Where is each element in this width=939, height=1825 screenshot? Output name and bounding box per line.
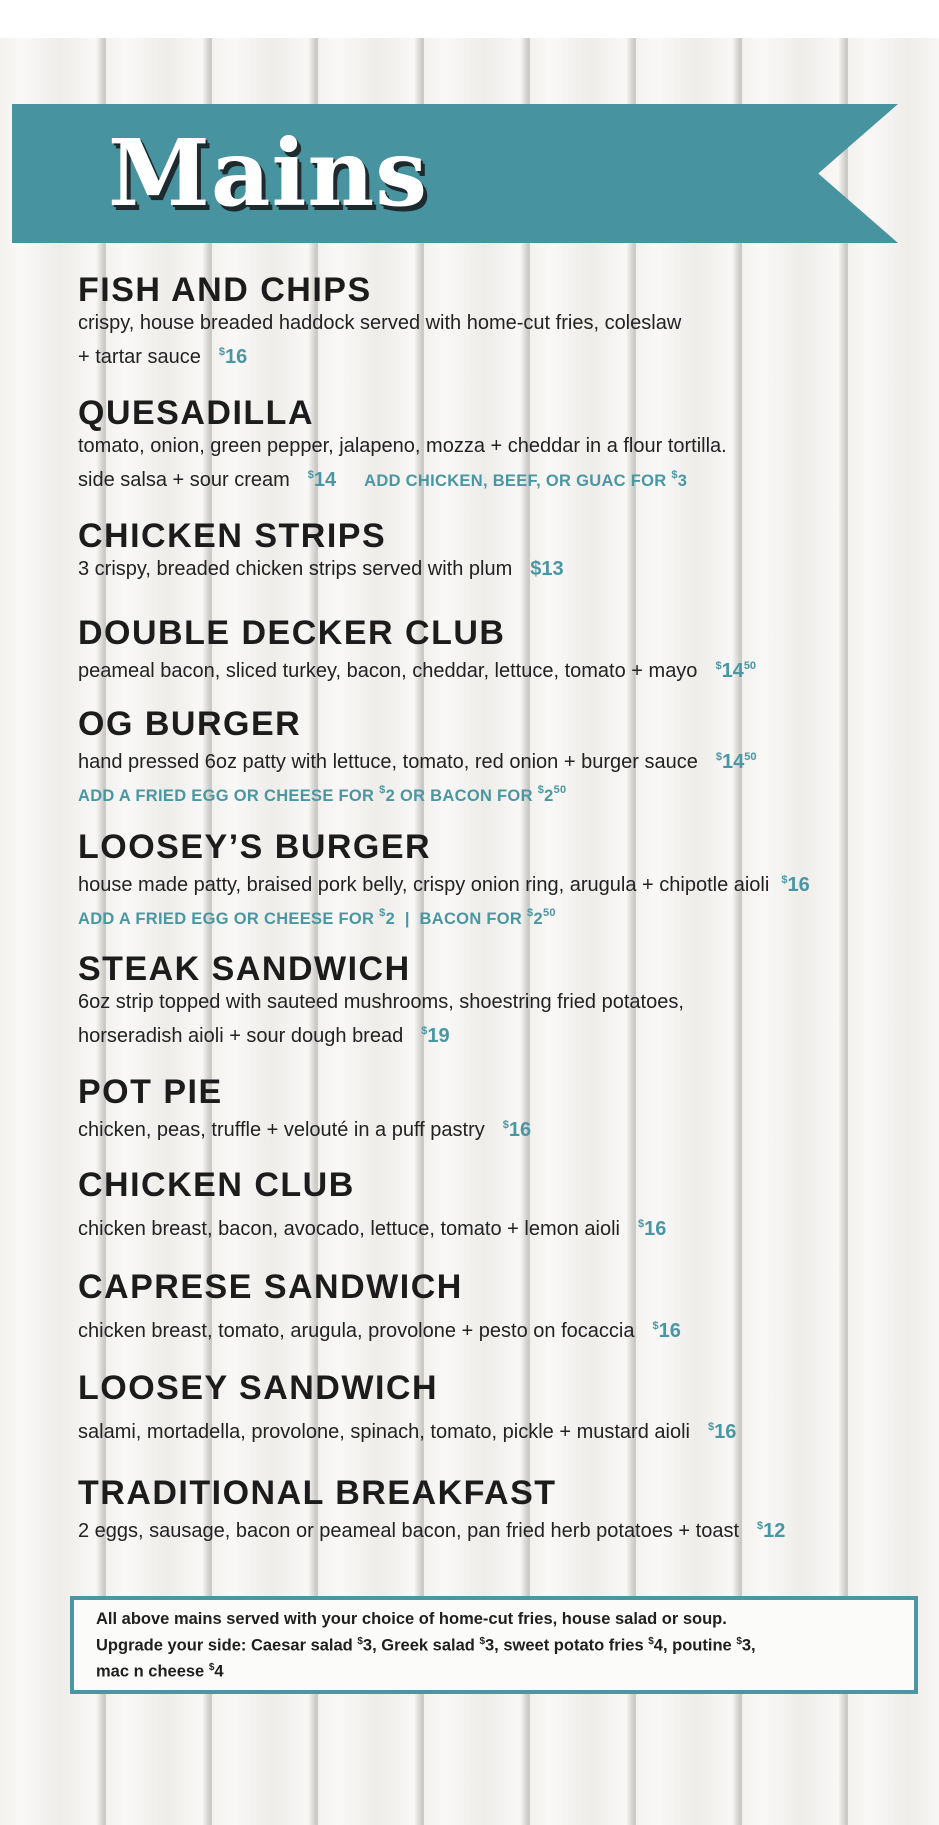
item-name: LOOSEY SANDWICH — [78, 1369, 439, 1407]
item-name: QUESADILLA — [78, 394, 314, 432]
item-description: chicken breast, bacon, avocado, lettuce, tomato + lemon aioli $16 — [78, 1218, 667, 1240]
sides-note-box — [70, 1596, 918, 1694]
menu-item-loosey-sandwich — [78, 1369, 918, 1447]
sides-note-line: All above mains served with your choice of home-cut fries, house salad or soup. — [96, 1610, 727, 1628]
item-addon: ADD A FRIED EGG OR CHEESE FOR $2 OR BACON FOR $^{\$}2^{50}$ — [78, 784, 567, 805]
item-addon: ADD A FRIED EGG OR CHEESE FOR $2 | BACON FOR $^{\$}2^{50}$ — [78, 907, 556, 928]
menu-item-looseys-burger — [78, 828, 918, 932]
menu-item-pot-pie — [78, 1073, 918, 1145]
item-description: crispy, house breaded haddock served with home-cut fries, coleslaw — [78, 312, 682, 334]
item-description: 3 crispy, breaded chicken strips served with plum $13 — [78, 558, 564, 580]
item-description: 2 eggs, sausage, bacon or peameal bacon, pan fried herb potatoes + toast $12 — [78, 1520, 786, 1542]
item-name: LOOSEY’S BURGER — [78, 828, 432, 866]
menu-item-og-burger — [78, 705, 918, 809]
menu-item-double-decker-club — [78, 614, 918, 686]
item-price: $14 — [307, 469, 337, 491]
item-name: TRADITIONAL BREAKFAST — [78, 1474, 557, 1512]
item-name: CHICKEN CLUB — [78, 1166, 355, 1204]
item-name: CAPRESE SANDWICH — [78, 1268, 463, 1306]
menu-item-caprese-sandwich — [78, 1268, 918, 1346]
item-price: $12 — [757, 1520, 786, 1542]
item-description: chicken, peas, truffle + velouté in a puff pastry $16 — [78, 1119, 532, 1141]
item-price: $16 — [637, 1218, 667, 1240]
item-description: chicken breast, tomato, arugula, provolone + pesto on focaccia $16 — [78, 1320, 681, 1342]
menu-item-chicken-club — [78, 1166, 918, 1244]
item-price: $19 — [421, 1025, 450, 1047]
item-description: salami, mortadella, provolone, spinach, tomato, pickle + mustard aioli $16 — [78, 1421, 737, 1443]
menu-item-fish-and-chips: FISH AND CHIPS crispy, house breaded haddock served with home-cut fries, coleslaw + tartar sauce $16 — [78, 271, 918, 372]
item-price: $16 — [502, 1119, 532, 1141]
item-name: CHICKEN STRIPS — [78, 517, 387, 555]
item-price: $16 — [652, 1320, 681, 1342]
item-name: DOUBLE DECKER CLUB — [78, 614, 506, 652]
upgrade-note-line: mac n cheese $4 — [96, 1662, 224, 1681]
item-name: FISH AND CHIPS — [78, 271, 372, 309]
upgrade-note-line: Upgrade your side: Caesar salad $3, Greek salad $3, sweet potato fries $4, poutine $3, — [96, 1636, 756, 1655]
menu-item-traditional-breakfast — [78, 1474, 918, 1546]
menu-item-chicken-strips — [78, 517, 918, 584]
item-addon: ADD CHICKEN, BEEF, OR GUAC FOR $3 — [364, 469, 688, 490]
item-price: $13 — [530, 558, 564, 580]
item-description: house made patty, braised pork belly, crispy onion ring, arugula + chipotle aioli $16 — [78, 874, 810, 896]
item-price: $16 — [218, 346, 248, 368]
item-price: $16 — [707, 1421, 737, 1443]
menu-item-steak-sandwich: STEAK SANDWICH 6oz strip topped with sauteed mushrooms, shoestring fried potatoes, horseradish aioli + sour dough bread $19 — [78, 950, 918, 1051]
item-description: peameal bacon, sliced turkey, bacon, cheddar, lettuce, tomato + mayo $^{\$}14^{50}$ — [78, 660, 757, 682]
section-title: Mains — [108, 119, 429, 227]
item-price: $^{\$}14^{50}$ — [715, 660, 757, 682]
item-name: OG BURGER — [78, 705, 302, 743]
item-price: $16 — [781, 874, 810, 896]
item-name: POT PIE — [78, 1073, 223, 1111]
item-price: $^{\$}14^{50}$ — [715, 751, 757, 773]
item-description: 6oz strip topped with sauteed mushrooms, shoestring fried potatoes, — [78, 991, 684, 1013]
item-description: hand pressed 6oz patty with lettuce, tomato, red onion + burger sauce $^{\$}14^{50}$ — [78, 751, 757, 773]
menu-item-quesadilla: QUESADILLA tomato, onion, green pepper, jalapeno, mozza + cheddar in a flour tortilla. side salsa + sour cream $14 ADD CHICKEN, BEEF, OR GUAC FOR $3 — [78, 394, 918, 496]
item-description: tomato, onion, green pepper, jalapeno, mozza + cheddar in a flour tortilla. — [78, 435, 727, 457]
item-name: STEAK SANDWICH — [78, 950, 411, 988]
